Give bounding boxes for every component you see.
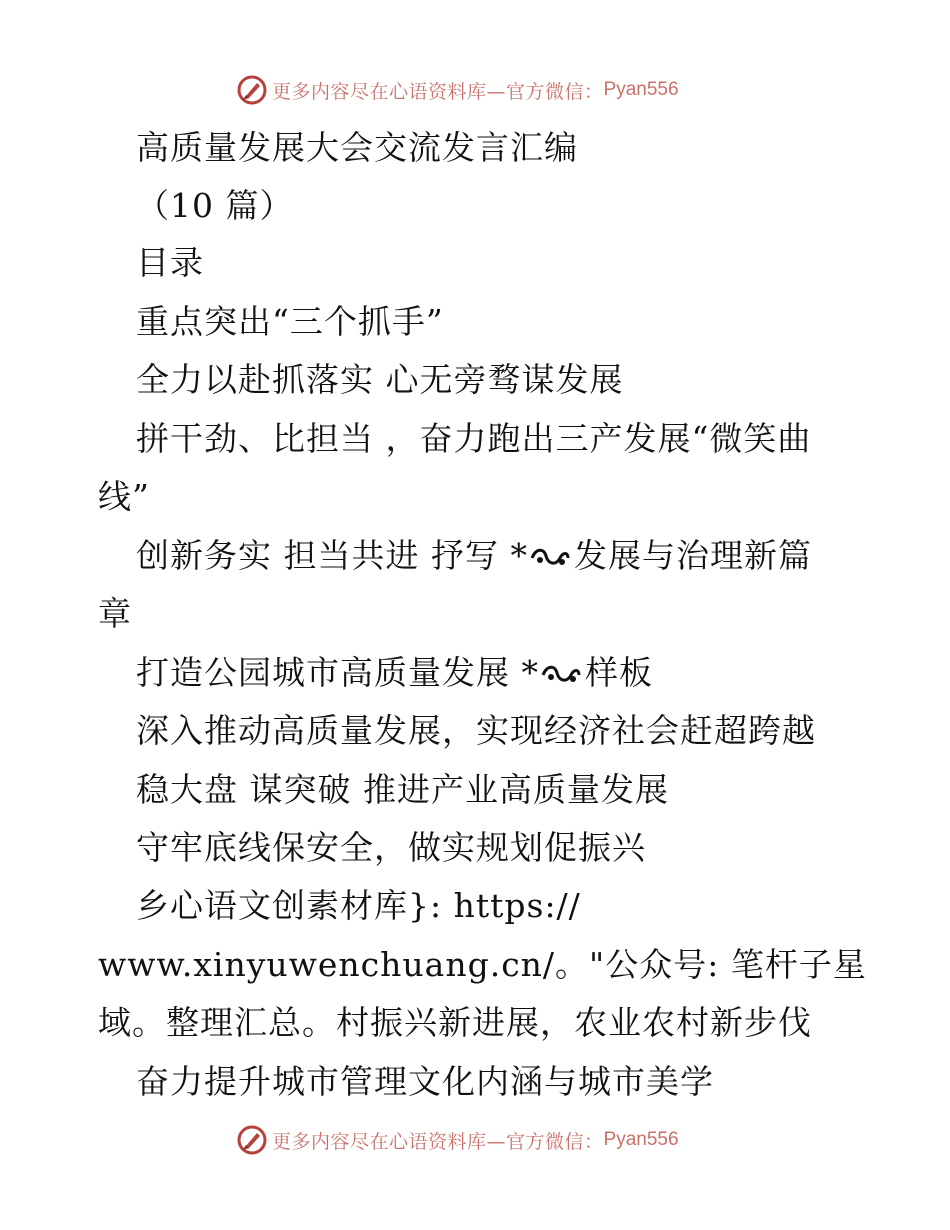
watermark-wechat-id: Pyan556	[603, 79, 679, 100]
watermark-wechat-id: Pyan556	[603, 1129, 679, 1150]
watermark-text: 更多内容尽在心语资料库—官方微信：	[272, 1130, 604, 1153]
pen-logo-icon	[236, 74, 268, 106]
toc-item-4-part-b: 发展与治理新篇	[573, 536, 812, 575]
toc-item-9-continued-1: www.xinyuwenchuang.cn/。"公众号: 笔杆子星	[98, 945, 867, 984]
watermark-text: 更多内容尽在心语资料库—官方微信：	[272, 80, 604, 103]
redacted-place-ornament-icon	[539, 661, 583, 687]
header-watermark	[236, 72, 679, 108]
toc-item-5-part-b: 样板	[585, 653, 653, 692]
document-title: 高质量发展大会交流发言汇编	[136, 128, 578, 167]
toc-item-10: 奋力提升城市管理文化内涵与城市美学	[136, 1062, 714, 1101]
toc-item-4-part-a: 创新务实 担当共进 抒写 *	[136, 536, 528, 575]
toc-item-3: 拼干劲、比担当 ，奋力跑出三产发展“微笑曲	[136, 419, 812, 458]
pen-logo-icon	[236, 1124, 268, 1156]
toc-item-2: 全力以赴抓落实 心无旁骛谋发展	[136, 360, 624, 399]
toc-item-9: 乡心语文创素材库}: https://	[136, 886, 581, 925]
toc-item-5	[136, 653, 653, 693]
toc-heading: 目录	[136, 243, 204, 282]
toc-item-1: 重点突出“三个抓手”	[136, 302, 444, 341]
toc-item-6: 深入推动高质量发展，实现经济社会赶超跨越	[136, 711, 816, 750]
toc-item-3-continued: 线”	[98, 477, 150, 516]
toc-item-4-continued: 章	[98, 594, 132, 633]
document-subtitle: （10 篇）	[136, 186, 294, 225]
toc-item-4	[136, 536, 812, 576]
footer-watermark	[236, 1122, 679, 1158]
toc-item-5-part-a: 打造公园城市高质量发展 *	[136, 653, 539, 692]
toc-item-8: 守牢底线保安全，做实规划促振兴	[136, 828, 646, 867]
toc-item-7: 稳大盘 谋突破 推进产业高质量发展	[136, 770, 669, 809]
toc-item-9-continued-2: 域。整理汇总。村振兴新进展，农业农村新步伐	[98, 1003, 812, 1042]
redacted-place-ornament-icon	[528, 544, 572, 570]
